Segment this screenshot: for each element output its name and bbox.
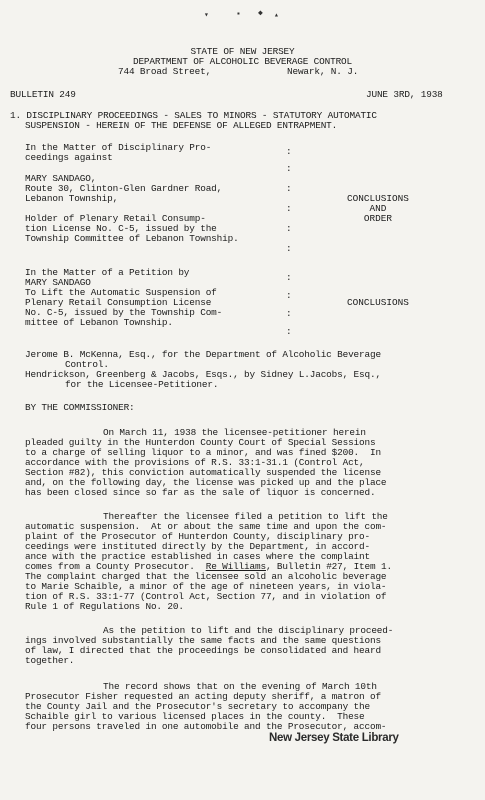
caption1-line: In the Matter of Disciplinary Pro- <box>25 142 212 153</box>
paragraph-line: to Marie Schaible, a minor of the age of nineteen years, in viola- <box>25 581 387 592</box>
counsel-line: Jerome B. McKenna, Esq., for the Department of Alcoholic Beverage <box>25 349 381 360</box>
paragraph-line: The record shows that on the evening of March 10th <box>103 681 377 692</box>
paragraph-line: has been closed since so far as the sale of liquor is concerned. <box>25 487 376 498</box>
caption2-line: No. C-5, issued by the Township Com- <box>25 307 223 318</box>
caption1-right-line: ORDER <box>363 213 393 224</box>
caption1-right-line: CONCLUSIONS <box>347 193 409 204</box>
caption1-line: Route 30, Clinton-Glen Gardner Road, <box>25 183 223 194</box>
by-the-commissioner: BY THE COMMISSIONER: <box>25 402 135 413</box>
caption-colon: : <box>286 243 292 254</box>
scan-speck: ▾ <box>204 11 209 20</box>
paragraph-line: ings involved substantially the same facts and the same questions <box>25 635 381 646</box>
caption1-line: tion License No. C-5, issued by the <box>25 223 217 234</box>
citation-suffix: , Bulletin #27, Item 1. <box>265 561 392 572</box>
caption1-line: Holder of Plenary Retail Consump- <box>25 213 206 224</box>
paragraph-line: As the petition to lift and the disciplinary proceed- <box>103 625 394 636</box>
paragraph-line: four persons traveled in one automobile and the Prosecutor, accom- <box>25 721 387 732</box>
caption1-line: Lebanon Township, <box>25 193 119 204</box>
paragraph-line: On March 11, 1938 the licensee-petitioner herein <box>103 427 366 438</box>
item-title-line1: 1. DISCIPLINARY PROCEEDINGS - SALES TO MINORS - STATUTORY AUTOMATIC <box>10 110 377 121</box>
paragraph-line: ance with the practice established in cases where the complaint <box>25 551 370 562</box>
paragraph-line: automatic suspension. At or about the same time and upon the com- <box>25 521 387 532</box>
header-state: STATE OF NEW JERSEY <box>190 46 295 57</box>
caption-colon: : <box>286 163 292 174</box>
scan-speck: ▪ <box>236 10 241 19</box>
paragraph-line: Thereafter the licensee filed a petition to lift the <box>103 511 388 522</box>
caption-colon: : <box>286 183 292 194</box>
paragraph-line: to a charge of selling liquor to a minor, and was fined $200. In <box>25 447 381 458</box>
paragraph-line: tion of R.S. 33:1-77 (Control Act, Section 77, and in violation of <box>25 591 387 602</box>
paragraph-line: of law, I directed that the proceedings be consolidated and heard <box>25 645 381 656</box>
counsel-line: Control. <box>65 359 109 370</box>
paragraph-line: and, on the following day, the license was picked up and the place <box>25 477 387 488</box>
caption-colon: : <box>286 272 292 283</box>
paragraph-line: together. <box>25 655 75 666</box>
caption2-right-label: CONCLUSIONS <box>347 297 409 308</box>
paragraph-line: Schaible girl to various licensed places in the county. These <box>25 711 365 722</box>
caption-colon: : <box>286 223 292 234</box>
paragraph-line: Section #82), this conviction automatically suspended the license <box>25 467 381 478</box>
paragraph-line: accordance with the provisions of R.S. 33:1-31.1 (Control Act, <box>25 457 365 468</box>
caption2-line: In the Matter of a Petition by <box>25 267 190 278</box>
caption1-line: Township Committee of Lebanon Township. <box>25 233 239 244</box>
caption-colon: : <box>286 326 292 337</box>
bulletin-number: BULLETIN 249 <box>10 89 76 100</box>
library-stamp: New Jersey State Library <box>269 732 399 744</box>
case-citation: Re Williams <box>205 561 266 572</box>
paragraph-line: Rule 1 of Regulations No. 20. <box>25 601 184 612</box>
paragraph-line: plaint of the Prosecutor of Hunterdon County, disciplinary pro- <box>25 531 370 542</box>
header-city: Newark, N. J. <box>287 66 359 77</box>
paragraph-line: pleaded guilty in the Hunterdon County Court of Special Sessions <box>25 437 376 448</box>
caption-colon: : <box>286 203 292 214</box>
scan-speck: ◆ <box>258 9 263 18</box>
caption1-line: MARY SANDAGO, <box>25 173 97 184</box>
caption1-line: ceedings against <box>25 152 113 163</box>
caption2-line: Plenary Retail Consumption License <box>25 297 212 308</box>
paragraph-line: ceedings were instituted directly by the Department, in accord- <box>25 541 370 552</box>
paragraph-line: the County Jail and the Prosecutor's secretary to accompany the <box>25 701 370 712</box>
header-street: 744 Broad Street, <box>118 66 212 77</box>
caption2-line: MARY SANDAGO <box>25 277 91 288</box>
header-department: DEPARTMENT OF ALCOHOLIC BEVERAGE CONTROL <box>132 56 353 67</box>
citation-prefix: comes from a County Prosecutor. <box>25 561 206 572</box>
caption2-line: To Lift the Automatic Suspension of <box>25 287 217 298</box>
caption-colon: : <box>286 290 292 301</box>
caption2-line: mittee of Lebanon Township. <box>25 317 173 328</box>
caption-colon: : <box>286 146 292 157</box>
counsel-line: Hendrickson, Greenberg & Jacobs, Esqs., by Sidney L.Jacobs, Esq., <box>25 369 381 380</box>
item-title-line2: SUSPENSION - HEREIN OF THE DEFENSE OF ALLEGED ENTRAPMENT. <box>25 120 338 131</box>
scan-speck: ▴ <box>274 11 279 20</box>
counsel-line: for the Licensee-Petitioner. <box>65 379 219 390</box>
paragraph-line: The complaint charged that the licensee sold an alcoholic beverage <box>25 571 387 582</box>
paragraph-line: Prosecutor Fisher requested an acting deputy sheriff, a matron of <box>25 691 381 702</box>
caption1-right-line: AND <box>369 203 387 214</box>
bulletin-date: JUNE 3RD, 1938 <box>366 89 443 100</box>
caption-colon: : <box>286 308 292 319</box>
